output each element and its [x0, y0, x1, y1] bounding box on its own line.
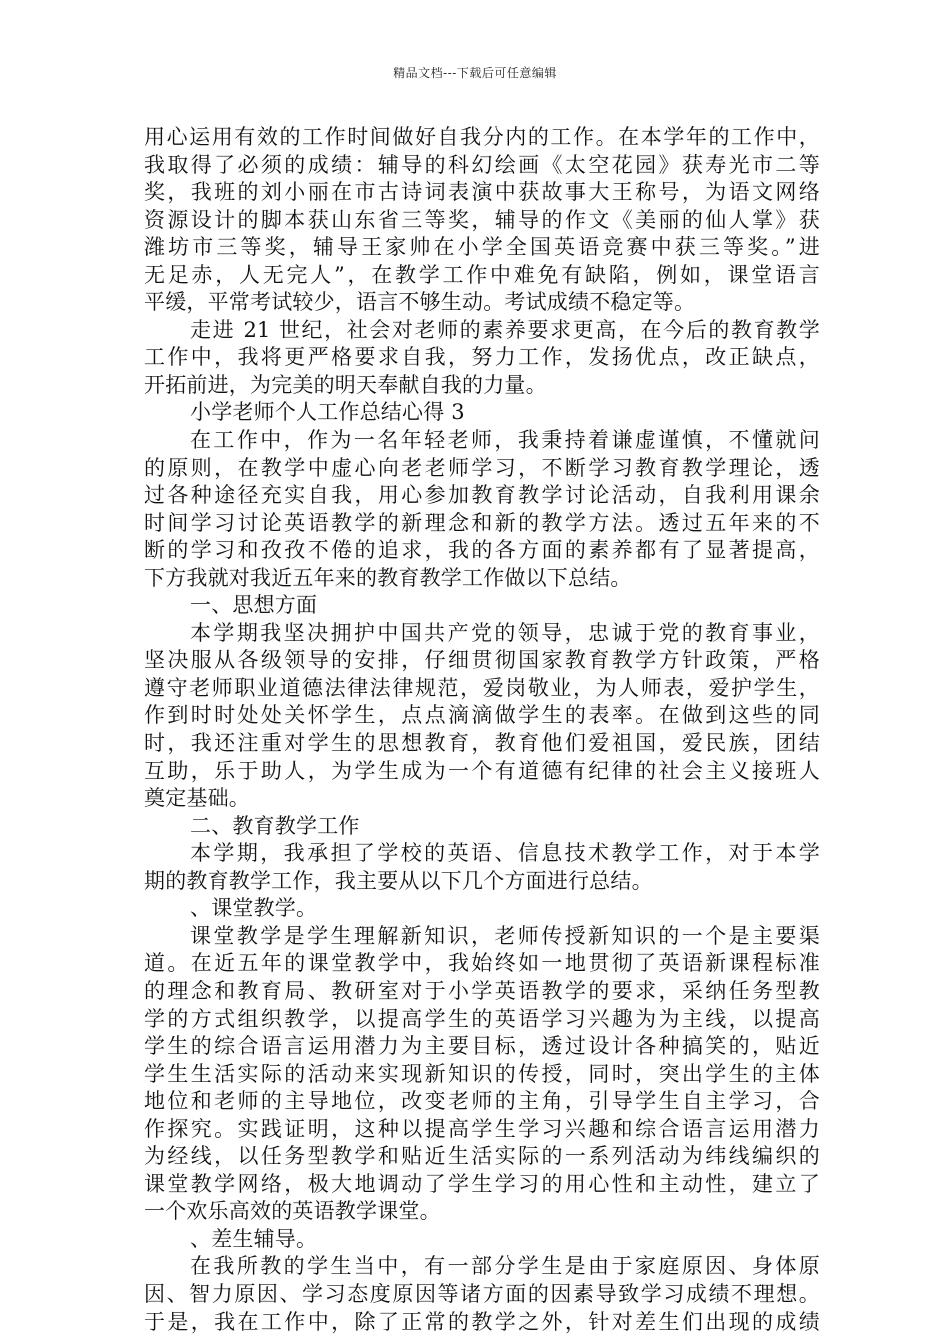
text-line: 下方我就对我近五年来的教育教学工作做以下总结。	[144, 565, 632, 590]
text-line: 在我所教的学生当中，有一部分学生是由于家庭原因、身体原	[190, 1254, 820, 1279]
text-line: 于是，我在工作中，除了正常的教学之外，针对差生们出现的成绩	[144, 1309, 820, 1334]
text-line: 一、思想方面	[190, 593, 318, 618]
text-line: 学的方式组织教学，以提高学生的英语学习兴趣为为主线，以提高	[144, 1006, 820, 1031]
text-line: 的原则，在教学中虚心向老老师学习，不断学习教育教学理论，透	[144, 455, 820, 480]
text-line: 、课堂教学。	[190, 896, 318, 921]
text-line: 学生的综合语言运用潜力为主要目标，透过设计各种搞笑的，贴近	[144, 1034, 820, 1059]
text-line: 奖，我班的刘小丽在市古诗词表演中获故事大王称号，为语文网络	[144, 180, 820, 205]
text-line: 在工作中，作为一名年轻老师，我秉持着谦虚谨慎，不懂就问	[190, 428, 820, 453]
text-line: 课堂教学是学生理解新知识，老师传授新知识的一个是主要渠	[190, 923, 820, 948]
text-line: 课堂教学网络，极大地调动了学生学习的用心性和主动性，建立了	[144, 1171, 820, 1196]
text-line: 无足赤，人无完人”，在教学工作中难免有缺陷，例如，课堂语言	[144, 262, 820, 287]
text-line: 奠定基础。	[144, 786, 250, 811]
text-line: 时间学习讨论英语教学的新理念和新的教学方法。透过五年来的不	[144, 510, 820, 535]
text-line: 资源设计的脚本获山东省三等奖，辅导的作文《美丽的仙人掌》获	[144, 207, 820, 232]
text-line: 用心运用有效的工作时间做好自我分内的工作。在本学年的工作中，	[144, 125, 820, 149]
text-line: 走进 21 世纪，社会对老师的素养要求更高，在今后的教育教学	[190, 317, 820, 342]
text-line: 本学期，我承担了学校的英语、信息技术教学工作，对于本学	[190, 841, 820, 866]
document-body	[144, 124, 820, 1336]
text-line: 遵守老师职业道德法律法律规范，爱岗敬业，为人师表，爱护学生，	[144, 675, 820, 700]
text-line: 过各种途径充实自我，用心参加教育教学讨论活动，自我利用课余	[144, 483, 820, 508]
page-header: 精品文档---下载后可任意编辑	[393, 66, 557, 80]
text-line: 工作中，我将更严格要求自我，努力工作，发扬优点，改正缺点，	[144, 345, 820, 370]
text-line: 开拓前进，为完美的明天奉献自我的力量。	[144, 372, 547, 397]
text-line: 平缓，平常考试较少，语言不够生动。考试成绩不稳定等。	[144, 290, 696, 315]
text-line: 地位和老师的主导地位，改变老师的主角，引导学生自主学习，合	[144, 1089, 820, 1114]
text-line: 时，我还注重对学生的思想教育，教育他们爱祖国，爱民族，团结	[144, 731, 820, 756]
text-line: 小学老师个人工作总结心得 3	[190, 400, 465, 425]
text-line: 二、教育教学工作	[190, 813, 360, 838]
text-line: 作探究。实践证明，这种以提高学生学习兴趣和综合语言运用潜力	[144, 1116, 820, 1141]
text-line: 因、智力原因、学习态度原因等诸方面的因素导致学习成绩不理想。	[144, 1281, 820, 1306]
text-line: 道。在近五年的课堂教学中，我始终如一地贯彻了英语新课程标准	[144, 951, 820, 976]
text-line: 潍坊市三等奖，辅导王家帅在小学全国英语竞赛中获三等奖。”进	[144, 235, 820, 260]
text-line: 、差生辅导。	[190, 1226, 318, 1251]
text-line: 作到时时处处关怀学生，点点滴滴做学生的表率。在做到这些的同	[144, 703, 820, 728]
text-line: 本学期我坚决拥护中国共产党的领导，忠诚于党的教育事业，	[190, 620, 820, 645]
text-line: 为经线，以任务型教学和贴近生活实际的一系列活动为纬线编织的	[144, 1144, 820, 1169]
text-line: 断的学习和孜孜不倦的追求，我的各方面的素养都有了显著提高，	[144, 538, 820, 563]
text-line: 的理念和教育局、教研室对于小学英语教学的要求，采纳任务型教	[144, 978, 820, 1003]
text-line: 我取得了必须的成绩：辅导的科幻绘画《太空花园》获寿光市二等	[144, 152, 820, 177]
text-line: 期的教育教学工作，我主要从以下几个方面进行总结。	[144, 868, 653, 893]
text-line: 坚决服从各级领导的安排，仔细贯彻国家教育教学方针政策，严格	[144, 648, 820, 673]
text-line: 一个欢乐高效的英语教学课堂。	[144, 1199, 441, 1224]
text-line: 学生生活实际的活动来实现新知识的传授，同时，突出学生的主体	[144, 1061, 820, 1086]
text-line: 互助，乐于助人，为学生成为一个有道德有纪律的社会主义接班人	[144, 758, 820, 783]
